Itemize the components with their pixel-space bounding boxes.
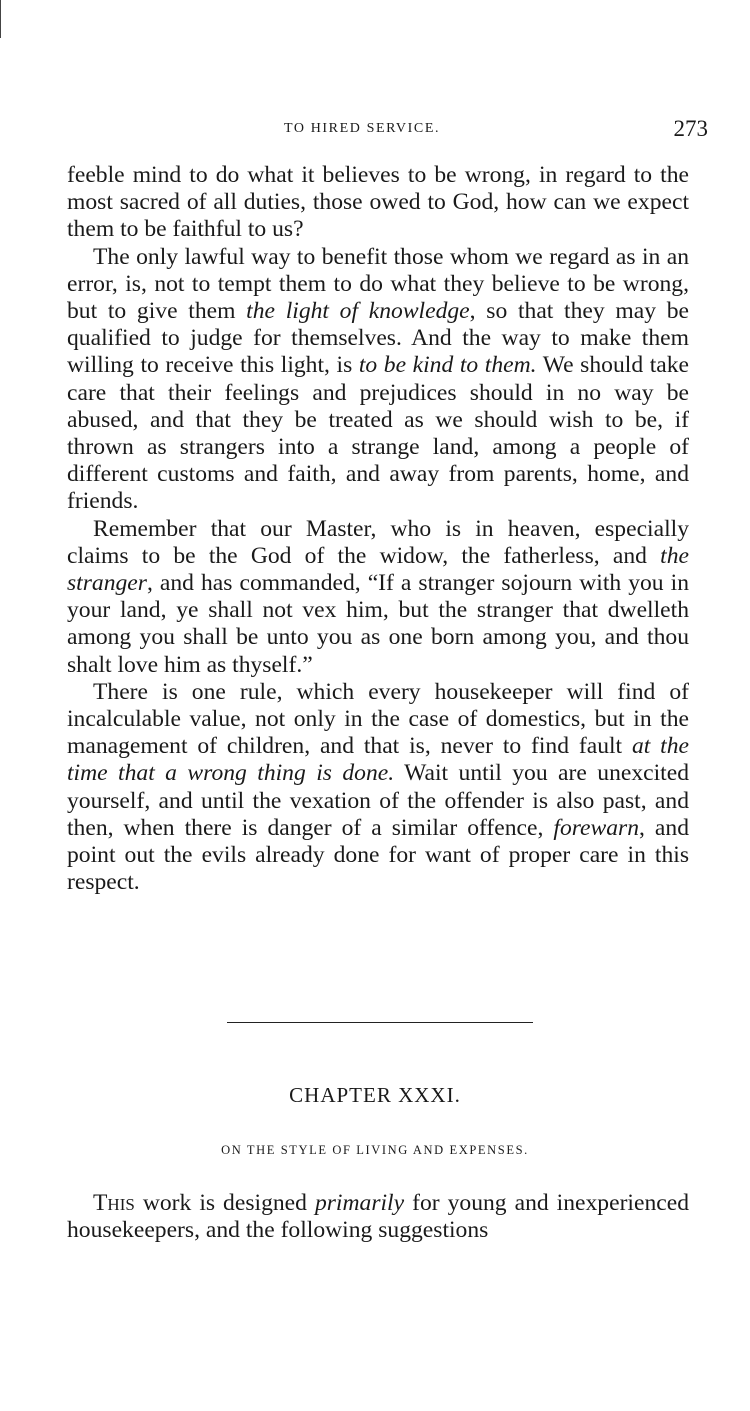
text-run: Wait until you are unexcited yourself, and until the vexation of the offender is also past, and then, when there is danger of a similar offence, xyxy=(67,760,689,841)
italic-text: to be kind to them. xyxy=(358,352,537,379)
section-divider xyxy=(227,1022,533,1023)
text-run: for young and inexperienced housekeepers, and the following suggestions xyxy=(67,1190,689,1244)
page-edge-mark xyxy=(0,0,5,38)
text-run: Remember that our Master, who is in heaven, especially claims to be the God of the widow, the fatherless, and xyxy=(67,515,689,569)
italic-text: forewarn xyxy=(553,814,640,841)
paragraph xyxy=(67,516,689,679)
text-run: , so that they may be qualified to judge for themselves. And the way to make them willing to receive this light, is xyxy=(67,298,689,379)
running-head xyxy=(0,116,750,146)
chapter-title: CHAPTER XXXI. xyxy=(289,1083,461,1107)
body-text xyxy=(67,162,689,896)
page-number: 273 xyxy=(673,116,708,141)
chapter-subtitle: ON THE STYLE OF LIVING AND EXPENSES. xyxy=(221,1143,529,1157)
text-run: work is designed xyxy=(134,1190,315,1216)
running-head-title: TO HIRED SERVICE. xyxy=(284,121,441,136)
text-run: , and point out the evils already done for want of proper care in this respect. xyxy=(67,814,689,896)
italic-text: at the time that a wrong thing is done. xyxy=(67,733,689,787)
text-run: There is one rule, which every housekeeper will find of incalculable value, not only in the case of domestics, but in the management of children, and that is, never to find fault xyxy=(67,678,689,760)
italic-text: the stranger xyxy=(67,542,689,597)
text-run: We should take care that their feelings and prejudices should in no way be abused, and that they be treated as we should wish to be, if thrown as strangers into a strange land, among a people of different customs and faith, and away from parents, home, and friends. xyxy=(67,352,689,515)
text-run: The only lawful way to benefit those whom we regard as in an error, is, not to tempt them to do what they believe to be wrong, but to give them xyxy=(67,243,689,325)
text-run: , and has commanded, “If a stranger sojourn with you in your land, ye shall not vex him, but the stranger that dwelleth among you shall be unto you as one born among you, and thou shalt love him as thyself.” xyxy=(67,570,689,678)
italic-text: the light of knowledge xyxy=(246,298,470,325)
paragraph xyxy=(67,244,689,516)
paragraph-continuation xyxy=(67,162,689,244)
text-run: feeble mind to do what it believes to be wrong, in regard to the most sacred of all duties, those owed to God, how can we expect them to be faithful to us? xyxy=(67,162,689,243)
paragraph xyxy=(67,679,689,897)
chapter-opening xyxy=(67,1190,689,1244)
italic-text: primarily xyxy=(314,1190,405,1216)
chapter-opening-paragraph xyxy=(67,1190,689,1244)
small-caps-text: This xyxy=(93,1190,135,1216)
